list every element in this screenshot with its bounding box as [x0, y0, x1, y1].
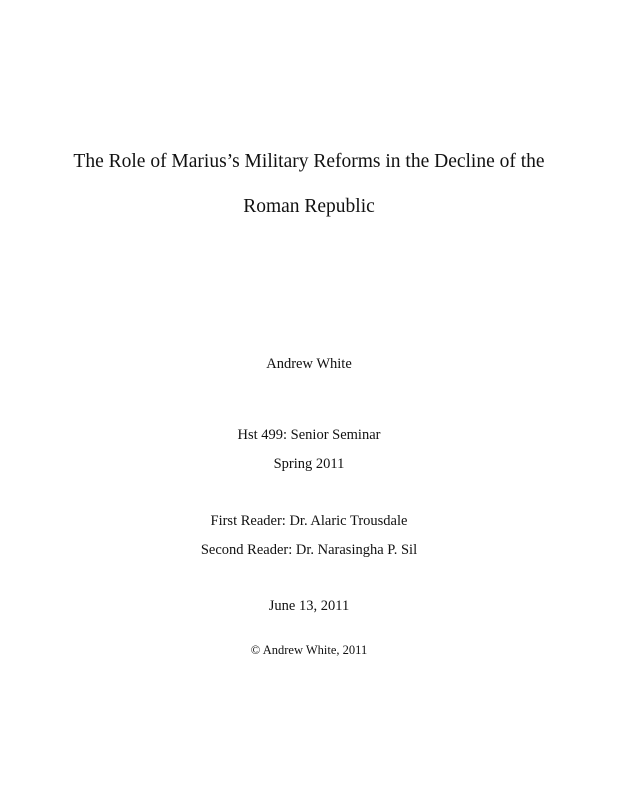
title-line-2: Roman Republic: [243, 196, 375, 217]
course: Hst 499: Senior Seminar: [237, 427, 381, 443]
term: Spring 2011: [273, 456, 345, 472]
copyright: © Andrew White, 2011: [250, 643, 368, 657]
title-line-1: The Role of Marius’s Military Reforms in the Decline of the: [73, 151, 545, 172]
author: Andrew White: [266, 356, 352, 372]
first-reader: First Reader: Dr. Alaric Trousdale: [210, 513, 408, 529]
second-reader: Second Reader: Dr. Narasingha P. Sil: [200, 542, 418, 558]
date: June 13, 2011: [268, 598, 350, 614]
